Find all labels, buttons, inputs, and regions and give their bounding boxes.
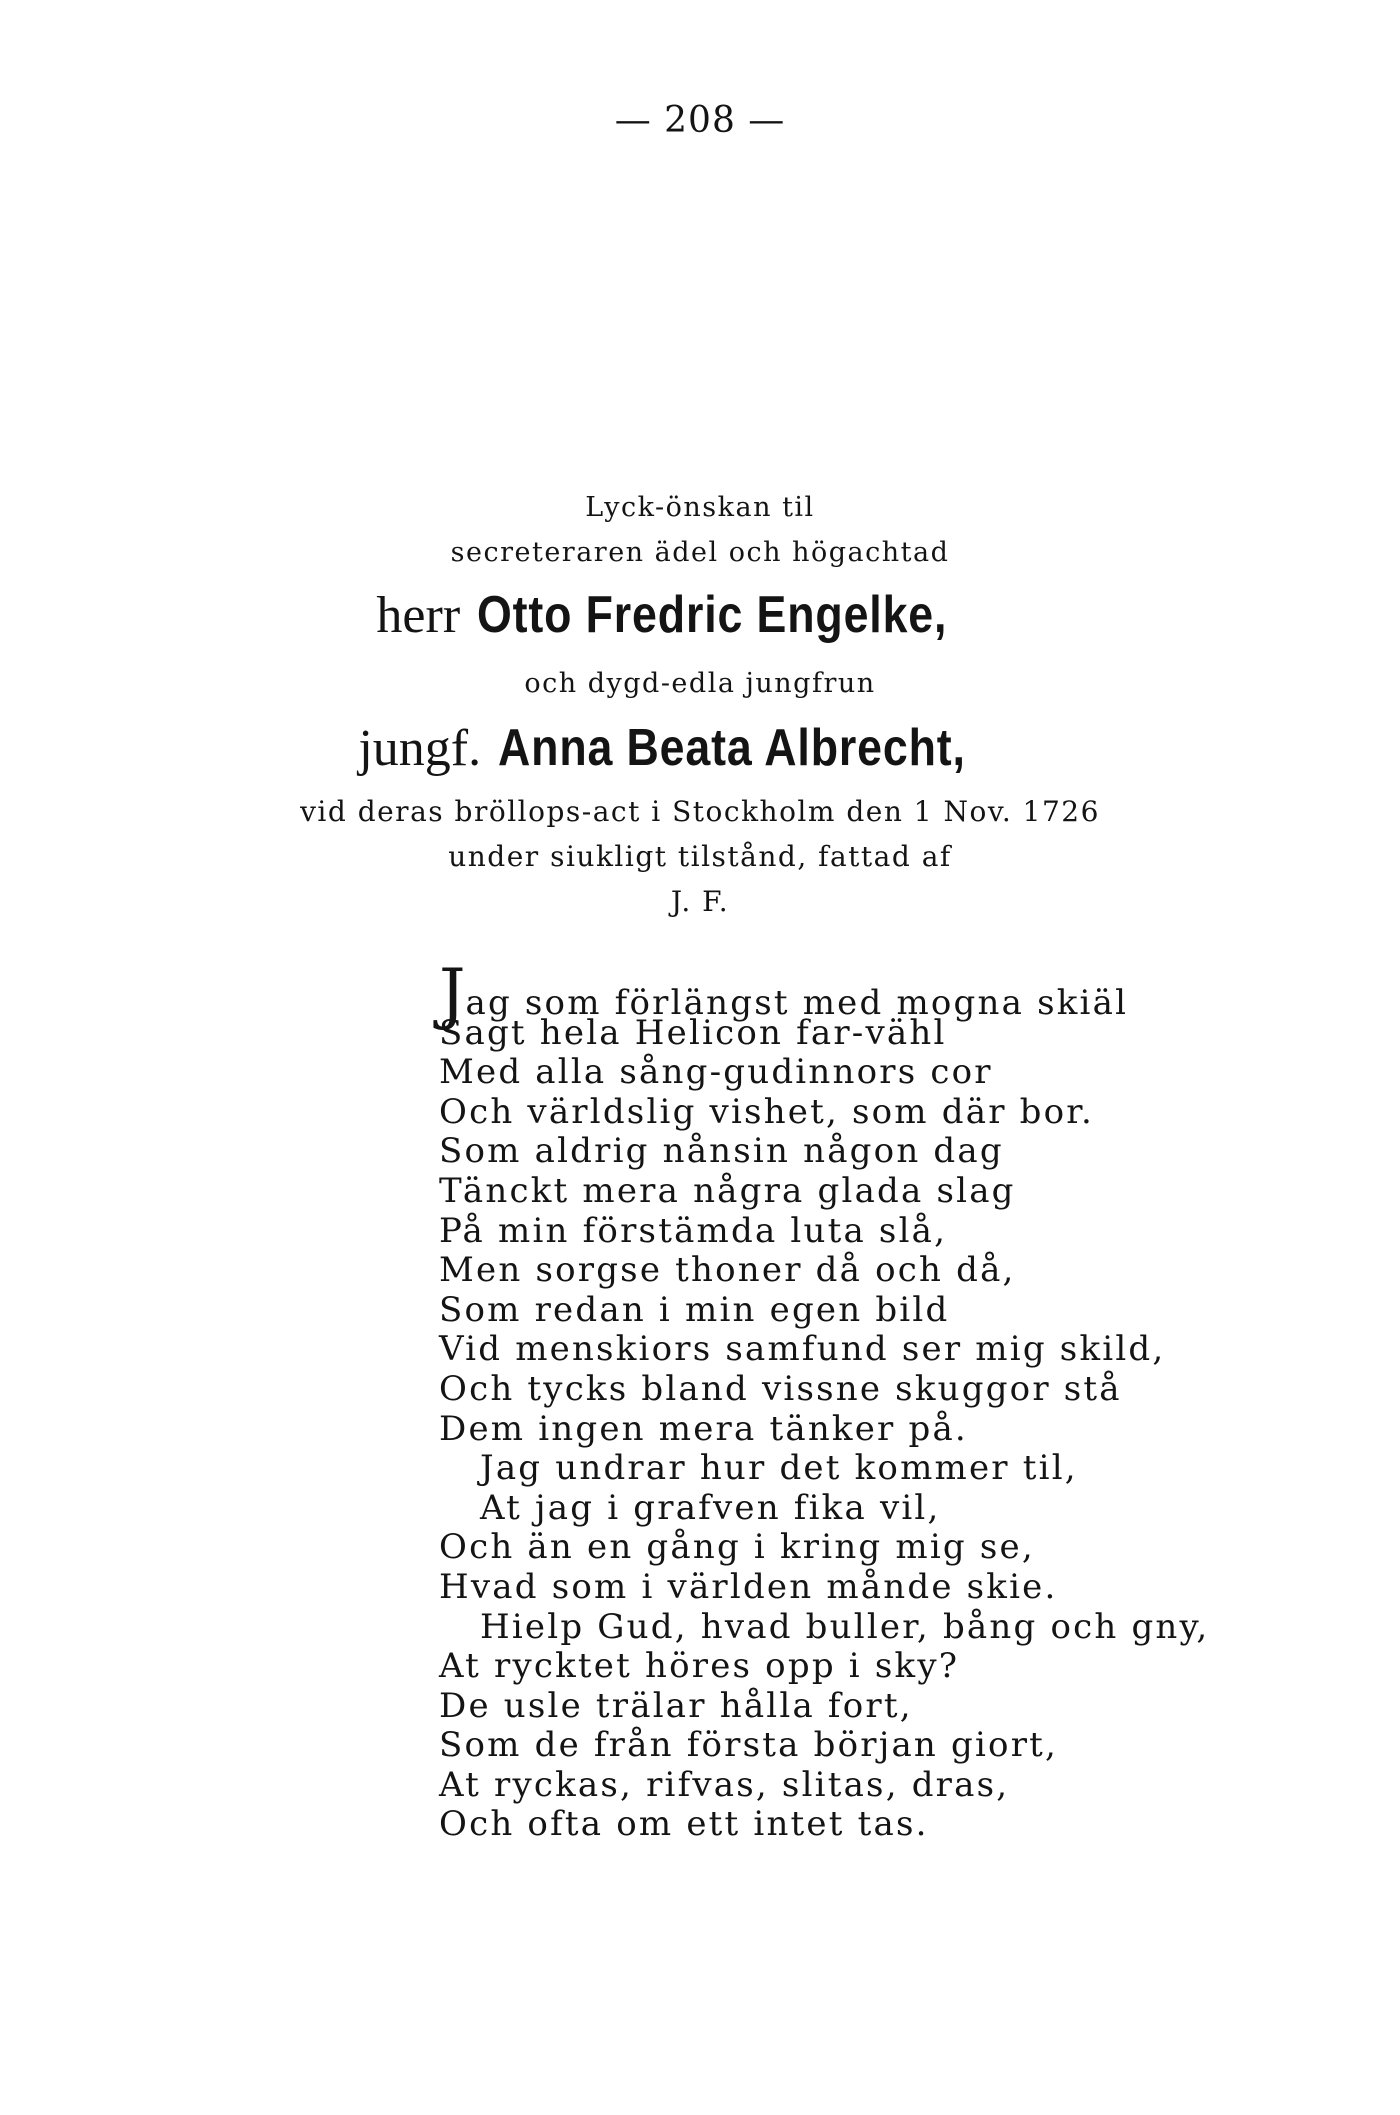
poem: [439, 955, 1239, 1845]
poem-line-first: [439, 955, 1239, 1032]
bride-heading: [0, 718, 1400, 778]
drop-cap: J: [439, 955, 466, 1032]
poem-line: At jag i grafven fika vil,: [480, 1487, 941, 1528]
poem-line: Och tycks bland vissne skuggor stå: [439, 1368, 1122, 1409]
first-line-text: ag som förlängst med mogna skiäl: [465, 983, 1129, 1023]
page-number: — 208 —: [614, 100, 786, 141]
poem-line: Och ofta om ett intet tas.: [439, 1804, 929, 1845]
bride-prefix: jungf.: [358, 720, 482, 777]
groom-name: Otto Fredric Engelke,: [476, 586, 947, 644]
poem-line: Sagt hela Helicon far-vähl: [439, 1012, 947, 1053]
author-initials: J. F.: [670, 885, 730, 918]
poem-line: Dem ingen mera tänker på.: [439, 1408, 968, 1449]
poem-line: Och än en gång i kring mig se,: [439, 1527, 1035, 1568]
title-line-1: Lyck-önskan til: [585, 492, 815, 523]
poem-line: Hvad som i världen månde skie.: [439, 1566, 1058, 1607]
poem-line: Och världslig vishet, som där bor.: [439, 1091, 1095, 1132]
circumstance-line: under siukligt tilstånd, fattad af: [448, 840, 952, 873]
poem-line: Vid menskiors samfund ser mig skild,: [439, 1329, 1166, 1370]
poem-line: På min förstämda luta slå,: [439, 1210, 948, 1251]
dedication-line: vid deras bröllops-act i Stockholm den 1 Nov. 1726: [300, 795, 1100, 828]
poem-line: Jag undrar hur det kommer til,: [480, 1448, 1078, 1489]
groom-prefix: herr: [376, 587, 461, 644]
poem-line: At rycktet höres opp i sky?: [439, 1646, 960, 1687]
poem-line: At ryckas, rifvas, slitas, dras,: [439, 1764, 1010, 1805]
groom-heading: [0, 585, 1400, 645]
poem-line: Som de från första början giort,: [439, 1725, 1059, 1766]
bride-name: Anna Beata Albrecht,: [497, 719, 966, 777]
poem-line: Som redan i min egen bild: [439, 1289, 950, 1330]
title-line-4: och dygd-edla jungfrun: [524, 668, 876, 699]
poem-line: Med alla sång-gudinnors cor: [439, 1052, 993, 1093]
poem-line: Tänckt mera några glada slag: [439, 1170, 1016, 1211]
title-line-2: secreteraren ädel och högachtad: [450, 537, 950, 568]
poem-line: Som aldrig nånsin någon dag: [439, 1131, 1004, 1172]
poem-line: Hielp Gud, hvad buller, bång och gny,: [480, 1606, 1210, 1647]
poem-lines: [439, 1014, 1239, 1845]
poem-line: De usle trälar hålla fort,: [439, 1685, 913, 1726]
poem-line: Men sorgse thoner då och då,: [439, 1250, 1016, 1291]
